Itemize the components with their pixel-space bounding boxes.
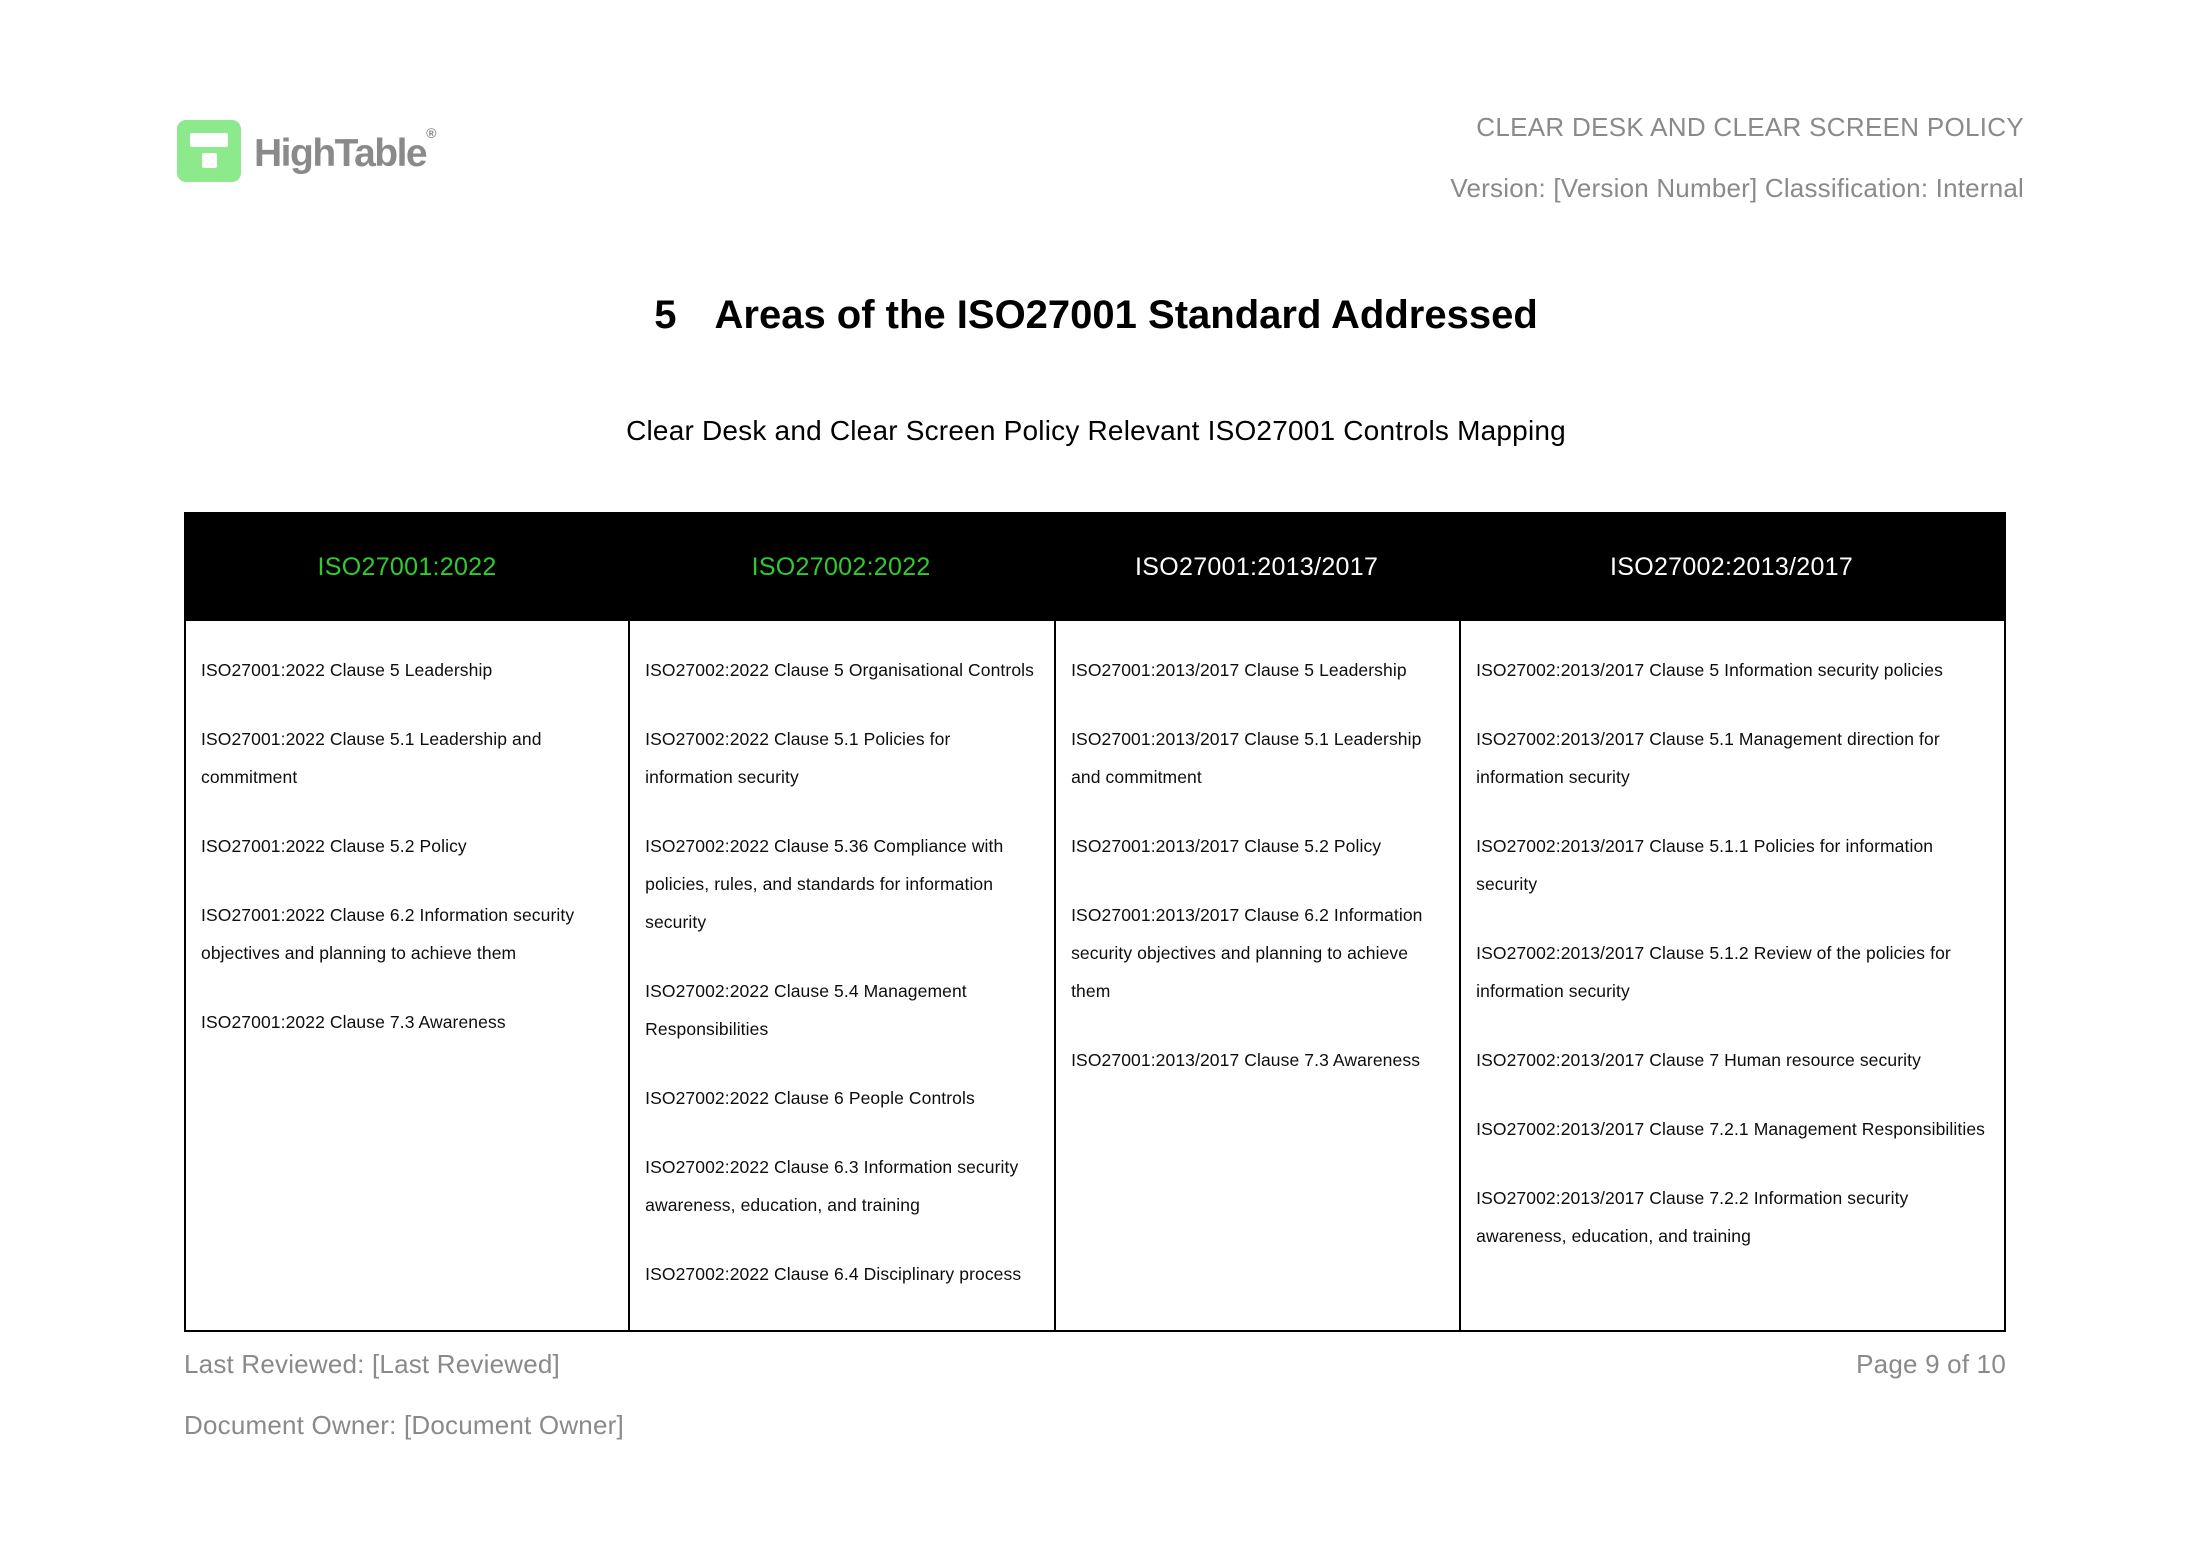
registered-trademark-symbol: ® <box>426 125 437 141</box>
clause-text: ISO27002:2022 Clause 5.36 Compliance with policies, rules, and standards for information security <box>645 836 1004 932</box>
table-column-cell-iso27002-2013-2017 <box>1459 621 2004 1330</box>
column-header-iso27002-2013-2017: ISO27002:2013/2017 <box>1609 553 1854 581</box>
clause-text: ISO27001:2022 Clause 6.2 Information security objectives and planning to achieve them <box>201 905 575 963</box>
document-header <box>1450 112 2024 204</box>
clause-text: ISO27002:2013/2017 Clause 5.1.1 Policies for information security <box>1476 836 1934 894</box>
column-header-iso27002-2022: ISO27002:2022 <box>751 553 931 581</box>
table-column-cell-iso27001-2022 <box>186 621 628 1330</box>
section-title: Areas of the ISO27001 Standard Addressed <box>714 293 1538 337</box>
table-header-row <box>186 514 2004 621</box>
logo-bar-shape <box>190 133 228 147</box>
clause-text: ISO27002:2022 Clause 6.4 Disciplinary process <box>645 1264 1022 1284</box>
version-classification-line: Version: [Version Number] Classification: Internal <box>1450 173 2024 203</box>
document-title: CLEAR DESK AND CLEAR SCREEN POLICY <box>1476 112 2024 142</box>
clause-text: ISO27001:2022 Clause 5.2 Policy <box>201 836 467 856</box>
brand-logo-text <box>254 126 436 173</box>
hightable-logo-icon <box>177 120 241 182</box>
clause-text: ISO27001:2022 Clause 5.1 Leadership and commitment <box>201 729 542 787</box>
logo-square-shape <box>202 153 217 168</box>
clause-text: ISO27002:2022 Clause 5 Organisational Controls <box>645 660 1034 680</box>
table-column-cell-iso27001-2013-2017 <box>1054 621 1459 1330</box>
clause-text: ISO27002:2022 Clause 5.4 Management Responsibilities <box>645 981 967 1039</box>
clause-text: ISO27002:2013/2017 Clause 7.2.2 Information security awareness, education, and training <box>1476 1188 1909 1246</box>
clause-text: ISO27001:2022 Clause 5 Leadership <box>201 660 493 680</box>
table-body-row <box>186 621 2004 1330</box>
clause-text: ISO27002:2013/2017 Clause 7.2.1 Management Responsibilities <box>1476 1119 1985 1139</box>
clause-text: ISO27002:2022 Clause 6.3 Information security awareness, education, and training <box>645 1157 1019 1215</box>
column-header-iso27001-2013-2017: ISO27001:2013/2017 <box>1135 553 1379 581</box>
table-caption: Clear Desk and Clear Screen Policy Relevant ISO27001 Controls Mapping <box>626 415 1566 446</box>
brand-name: HighTable <box>254 132 427 175</box>
iso-mapping-table <box>184 512 2006 1332</box>
clause-text: ISO27001:2013/2017 Clause 5.1 Leadership and commitment <box>1071 729 1422 787</box>
clause-text: ISO27001:2022 Clause 7.3 Awareness <box>201 1012 506 1032</box>
clause-text: ISO27002:2022 Clause 5.1 Policies for information security <box>645 729 951 787</box>
section-heading <box>654 293 1538 338</box>
section-number: 5 <box>654 293 677 337</box>
brand-logo <box>177 120 436 182</box>
clause-text: ISO27001:2013/2017 Clause 5.2 Policy <box>1071 836 1382 856</box>
clause-text: ISO27002:2013/2017 Clause 5 Information security policies <box>1476 660 1943 680</box>
clause-text: ISO27002:2022 Clause 6 People Controls <box>645 1088 975 1108</box>
table-column-cell-iso27002-2022 <box>628 621 1054 1330</box>
clause-text: ISO27001:2013/2017 Clause 6.2 Information security objectives and planning to achieve them <box>1071 905 1423 1001</box>
clause-text: ISO27002:2013/2017 Clause 5.1 Management direction for information security <box>1476 729 1940 787</box>
clause-text: ISO27001:2013/2017 Clause 7.3 Awareness <box>1071 1050 1421 1070</box>
footer-page-number: Page 9 of 10 <box>1856 1349 2006 1379</box>
clause-text: ISO27002:2013/2017 Clause 7 Human resource security <box>1476 1050 1921 1070</box>
clause-text: ISO27002:2013/2017 Clause 5.1.2 Review of the policies for information security <box>1476 943 1951 1001</box>
column-header-iso27001-2022: ISO27001:2022 <box>317 553 497 581</box>
footer-last-reviewed: Last Reviewed: [Last Reviewed] <box>184 1349 560 1379</box>
footer-document-owner: Document Owner: [Document Owner] <box>184 1410 624 1440</box>
clause-text: ISO27001:2013/2017 Clause 5 Leadership <box>1071 660 1407 680</box>
